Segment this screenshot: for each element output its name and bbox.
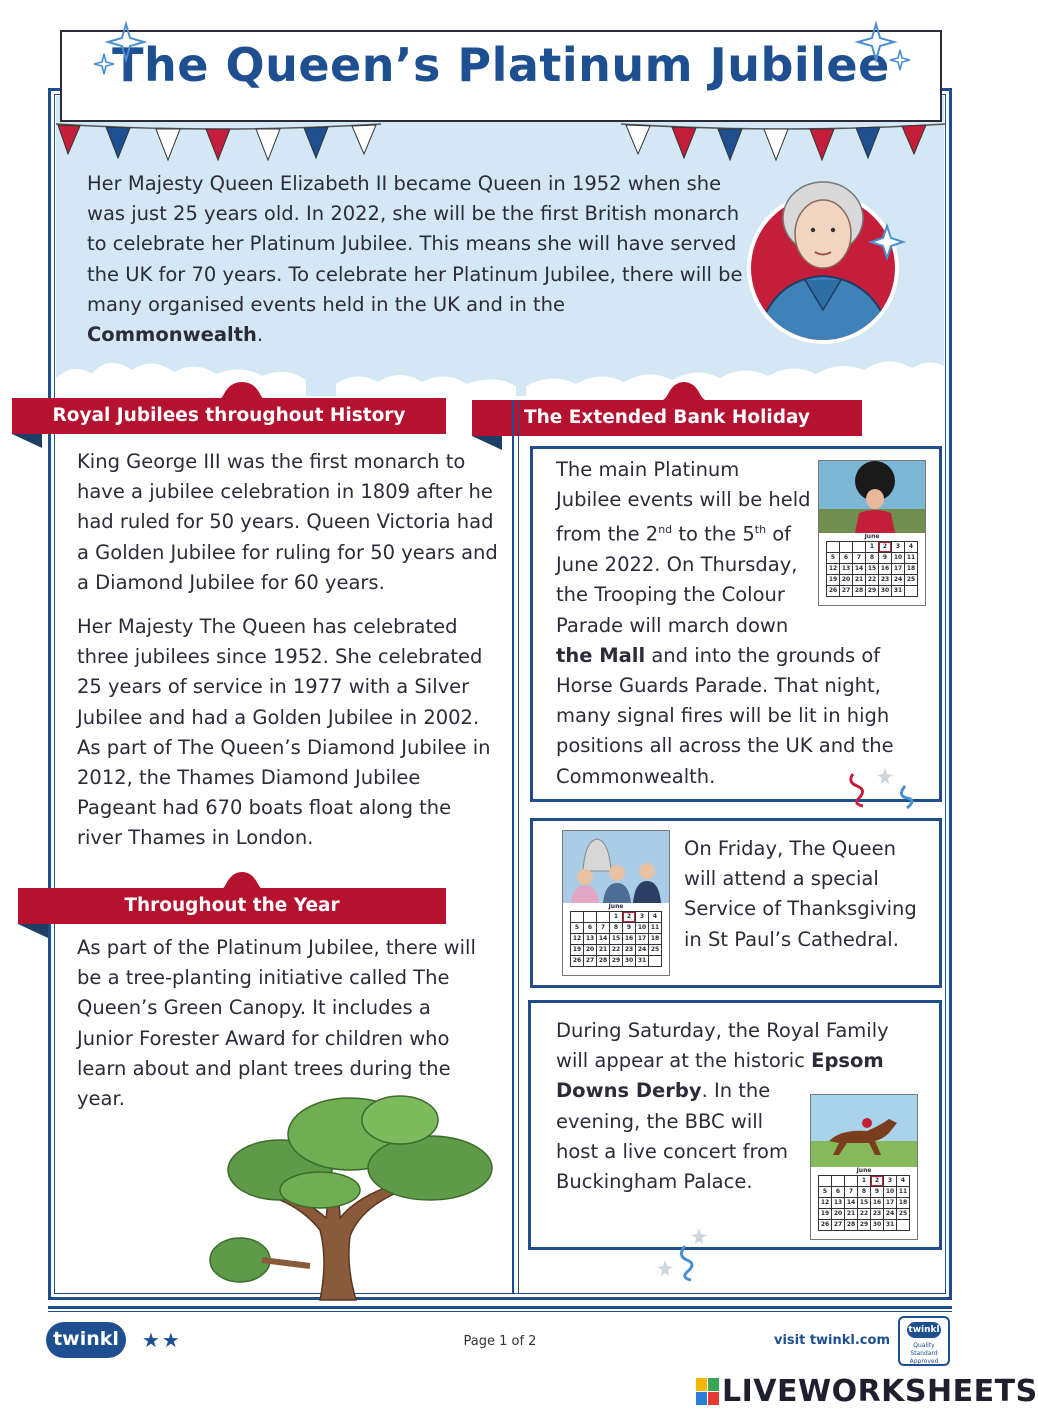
calendar-day: 13 — [832, 1198, 845, 1209]
friday-line: in St Paul’s Cathedral. — [684, 927, 899, 951]
calendar-day: 2 — [623, 912, 636, 923]
calendar-day: 25 — [649, 945, 662, 956]
twinkl-logo[interactable] — [46, 1322, 126, 1358]
badge-logo: twinkl — [907, 1322, 941, 1338]
calendar-week — [571, 934, 662, 945]
calendar-day — [597, 912, 610, 923]
calendar-day: 16 — [623, 934, 636, 945]
calendar-day — [897, 1220, 910, 1231]
calendar-week — [827, 575, 918, 586]
calendar-day: 25 — [905, 575, 918, 586]
thursday-line: many signal fires will be lit in high — [556, 704, 890, 728]
calendar-day: 30 — [879, 586, 892, 597]
calendar-day: 7 — [845, 1187, 858, 1198]
horse-calendar-picture — [810, 1094, 918, 1240]
calendar-day: 12 — [571, 934, 584, 945]
calendar-day: 21 — [853, 575, 866, 586]
ribbon-fold-3 — [472, 436, 502, 450]
calendar-day: 9 — [871, 1187, 884, 1198]
calendar-week — [819, 1209, 910, 1220]
streamer-decoration-2 — [655, 1226, 715, 1282]
calendar-day: 1 — [858, 1176, 871, 1187]
heading-bank-holiday: The Extended Bank Holiday — [472, 400, 862, 436]
calendar-day: 31 — [636, 956, 649, 967]
intro-text: Her Majesty Queen Elizabeth II became Queen in 1952 when she was just 25 years old. In 2022, she will be the first British monarch to celebrate her Platinum Jubilee. This means she will have served the UK for 70 years. To celebrate her Platinum Jubilee, there will be many organised events held in the UK and in the — [87, 172, 743, 316]
ordinal-suffix: nd — [658, 523, 673, 537]
badge-line-1: Quality Standard — [910, 1342, 938, 1357]
calendar-day: 8 — [858, 1187, 871, 1198]
calendar-week — [827, 586, 918, 597]
calendar-day — [819, 1176, 832, 1187]
column-divider — [512, 400, 519, 1294]
history-paragraph-1: King George III was the first monarch to have a jubilee celebration in 1809 after he had ruled for 50 years. Queen Victoria had a Golden Jubilee for ruling for 50 years and a Diamond Jubilee for 60 years. — [77, 450, 498, 594]
calendar-day: 18 — [897, 1198, 910, 1209]
thursday-line: The main Platinum — [556, 458, 740, 481]
family-calendar-picture — [562, 830, 670, 976]
thursday-line: June 2022. On Thursday, — [556, 553, 798, 577]
calendar-day: 27 — [840, 586, 853, 597]
calendar-day: 19 — [827, 575, 840, 586]
calendar-day: 16 — [871, 1198, 884, 1209]
calendar-day: 1 — [610, 912, 623, 923]
calendar-day: 14 — [853, 564, 866, 575]
calendar-day: 20 — [840, 575, 853, 586]
calendar-day: 11 — [649, 923, 662, 934]
derby-term: Downs Derby — [556, 1079, 702, 1103]
calendar-day: 28 — [845, 1220, 858, 1231]
calendar-day: 19 — [571, 945, 584, 956]
friday-line: On Friday, The Queen — [684, 837, 896, 860]
quality-badge — [898, 1316, 950, 1366]
calendar-day: 11 — [905, 553, 918, 564]
calendar-day: 22 — [858, 1209, 871, 1220]
thursday-line: Commonwealth. — [556, 764, 716, 788]
heading-throughout-year: Throughout the Year — [18, 888, 446, 924]
calendar-day: 21 — [845, 1209, 858, 1220]
calendar-day: 5 — [571, 923, 584, 934]
saturday-line-epsom — [556, 1046, 936, 1076]
calendar-month: June — [856, 1167, 872, 1174]
calendar-day: 6 — [840, 553, 853, 564]
calendar-day: 21 — [597, 945, 610, 956]
calendar-grid — [563, 903, 669, 967]
calendar-day: 26 — [571, 956, 584, 967]
calendar-day: 13 — [840, 564, 853, 575]
thursday-line: Horse Guards Parade. That night, — [556, 673, 881, 697]
ordinal-suffix-2: th — [754, 523, 767, 537]
thursday-line-mall — [556, 641, 936, 671]
calendar-day: 6 — [584, 923, 597, 934]
calendar-day: 1 — [866, 542, 879, 553]
calendar-day: 22 — [866, 575, 879, 586]
calendar-day — [827, 542, 840, 553]
calendar-week — [819, 1187, 910, 1198]
visit-link[interactable]: visit twinkl.com — [773, 1333, 890, 1348]
twinkl-logo-text: twinkl — [53, 1328, 119, 1350]
calendar-day — [853, 542, 866, 553]
calendar-day: 20 — [584, 945, 597, 956]
calendar-day: 27 — [832, 1220, 845, 1231]
calendar-week — [571, 912, 662, 923]
calendar-day: 28 — [853, 586, 866, 597]
friday-line: will attend a special — [684, 867, 879, 891]
calendar-day: 2 — [879, 542, 892, 553]
calendar-day: 30 — [871, 1220, 884, 1231]
calendar-day: 15 — [866, 564, 879, 575]
badge-line-2: Approved — [909, 1358, 939, 1365]
crown-tab-3 — [656, 380, 712, 402]
heading-royal-jubilees: Royal Jubilees throughout History — [12, 398, 446, 434]
history-paragraph-2: Her Majesty The Queen has celebrated three jubilees since 1952. She celebrated 25 years of service in 1977 with a Silver Jubilee and had a Golden Jubilee in 2002. As part of The Queen’s Diamond Jubilee in 2012, the Thames Diamond Jubilee Pageant had 670 boats float along the river Thames in London. — [77, 615, 491, 850]
friday-line: Service of Thanksgiving — [684, 897, 917, 921]
calendar-day: 15 — [858, 1198, 871, 1209]
thursday-line: the Trooping the Colour — [556, 583, 785, 607]
calendar-day: 8 — [610, 923, 623, 934]
saturday-line: host a live concert from — [556, 1139, 788, 1163]
calendar-day: 5 — [827, 553, 840, 564]
calendar-week — [571, 945, 662, 956]
epsom-term: Epsom — [811, 1049, 884, 1073]
saturday-line: evening, the BBC will — [556, 1109, 764, 1133]
calendar-day: 23 — [623, 945, 636, 956]
calendar-day: 23 — [879, 575, 892, 586]
calendar-day: 20 — [832, 1209, 845, 1220]
calendar-day: 24 — [636, 945, 649, 956]
calendar-day — [584, 912, 597, 923]
racehorse-illustration — [811, 1095, 917, 1167]
ribbon-fold-2 — [18, 924, 48, 938]
footer-rule — [48, 1306, 952, 1309]
date-text-2: to the 5 — [672, 522, 755, 546]
calendar-day: 24 — [892, 575, 905, 586]
calendar-day: 31 — [884, 1220, 897, 1231]
epsom-lead-text: will appear at the historic — [556, 1049, 812, 1073]
ribbon-fold — [12, 434, 42, 448]
calendar-day: 29 — [610, 956, 623, 967]
calendar-week — [819, 1220, 910, 1231]
calendar-day — [905, 586, 918, 597]
calendar-day — [845, 1176, 858, 1187]
calendar-day: 12 — [819, 1198, 832, 1209]
calendar-day: 23 — [871, 1209, 884, 1220]
calendar-day: 2 — [871, 1176, 884, 1187]
calendar-day: 22 — [610, 945, 623, 956]
the-mall-term: the Mall — [556, 643, 646, 667]
calendar-day: 15 — [610, 934, 623, 945]
calendar-day: 16 — [879, 564, 892, 575]
page-title: The Queen’s Platinum Jubilee — [112, 38, 890, 92]
calendar-week — [827, 553, 918, 564]
calendar-day: 24 — [884, 1209, 897, 1220]
intro-text-end: . — [256, 323, 264, 347]
calendar-day: 26 — [819, 1220, 832, 1231]
calendar-day: 7 — [853, 553, 866, 564]
calendar-day: 10 — [636, 923, 649, 934]
calendar-week — [571, 923, 662, 934]
calendar-week — [819, 1176, 910, 1187]
saturday-line: During Saturday, the Royal Family — [556, 1019, 889, 1042]
calendar-grid — [819, 533, 925, 597]
calendar-day — [832, 1176, 845, 1187]
calendar-day: 28 — [597, 956, 610, 967]
calendar-day: 14 — [597, 934, 610, 945]
calendar-day: 30 — [623, 956, 636, 967]
footer-rule-thin — [48, 1311, 952, 1312]
liveworksheets-watermark: LIVEWORKSHEETS — [722, 1374, 1038, 1409]
calendar-day: 3 — [884, 1176, 897, 1187]
sparkle-icon-right — [852, 20, 912, 76]
calendar-day — [649, 956, 662, 967]
thursday-line: Jubilee events will be held — [556, 488, 811, 512]
calendar-table — [570, 911, 662, 967]
calendar-day: 3 — [636, 912, 649, 923]
calendar-day: 12 — [827, 564, 840, 575]
calendar-week — [571, 956, 662, 967]
bunting-left — [56, 120, 386, 170]
calendar-day: 31 — [892, 586, 905, 597]
calendar-day: 19 — [819, 1209, 832, 1220]
calendar-day: 14 — [845, 1198, 858, 1209]
streamer-decoration — [845, 766, 925, 810]
calendar-day: 29 — [866, 586, 879, 597]
mall-text: and into the grounds of — [645, 643, 881, 667]
intro-bold-term: Commonwealth — [87, 323, 257, 347]
calendar-day: 10 — [884, 1187, 897, 1198]
calendar-day: 17 — [892, 564, 905, 575]
calendar-table — [826, 541, 918, 597]
friday-text — [684, 834, 924, 955]
calendar-day: 26 — [827, 586, 840, 597]
calendar-day: 6 — [832, 1187, 845, 1198]
calendar-day: 18 — [905, 564, 918, 575]
calendar-day: 4 — [649, 912, 662, 923]
calendar-table — [818, 1175, 910, 1231]
calendar-week — [819, 1198, 910, 1209]
calendar-day: 9 — [623, 923, 636, 934]
sparkle-icon — [92, 20, 152, 76]
calendar-day — [840, 542, 853, 553]
thursday-line: Parade will march down — [556, 613, 789, 637]
calendar-day: 17 — [884, 1198, 897, 1209]
calendar-week — [827, 542, 918, 553]
stars-icon: ★★ — [142, 1328, 182, 1352]
date-text-3: of — [766, 522, 792, 546]
calendar-month: June — [864, 533, 880, 540]
calendar-day: 13 — [584, 934, 597, 945]
calendar-month: June — [608, 903, 624, 910]
date-text: from the 2 — [556, 522, 659, 546]
calendar-day: 3 — [892, 542, 905, 553]
calendar-day: 9 — [879, 553, 892, 564]
royal-family-illustration — [563, 831, 669, 903]
calendar-grid — [811, 1167, 917, 1231]
calendar-day: 29 — [858, 1220, 871, 1231]
calendar-day: 27 — [584, 956, 597, 967]
calendar-day: 4 — [905, 542, 918, 553]
saturday-line: Buckingham Palace. — [556, 1170, 753, 1194]
calendar-day — [571, 912, 584, 923]
calendar-day: 17 — [636, 934, 649, 945]
tree-illustration — [200, 1090, 505, 1300]
calendar-day: 11 — [897, 1187, 910, 1198]
calendar-day: 10 — [892, 553, 905, 564]
calendar-day: 4 — [897, 1176, 910, 1187]
calendar-day: 18 — [649, 934, 662, 945]
intro-paragraph — [87, 169, 747, 350]
year-paragraph: As part of the Platinum Jubilee, there will be a tree-planting initiative called The Queen’s Green Canopy. It includes a Junior Forester Award for children who learn about and plant trees during the year. — [77, 936, 476, 1111]
calendar-day: 8 — [866, 553, 879, 564]
guardsman-illustration — [819, 461, 925, 533]
guard-calendar-picture — [818, 460, 926, 606]
thursday-line: positions all across the UK and the — [556, 734, 894, 758]
derby-trail-text: . In the — [701, 1079, 771, 1103]
calendar-week — [827, 564, 918, 575]
liveworksheets-logo-icon — [696, 1378, 720, 1406]
calendar-day: 25 — [897, 1209, 910, 1220]
calendar-day: 5 — [819, 1187, 832, 1198]
queen-portrait-illustration — [745, 160, 915, 350]
calendar-day: 7 — [597, 923, 610, 934]
page-number: Page 1 of 2 — [463, 1334, 537, 1349]
